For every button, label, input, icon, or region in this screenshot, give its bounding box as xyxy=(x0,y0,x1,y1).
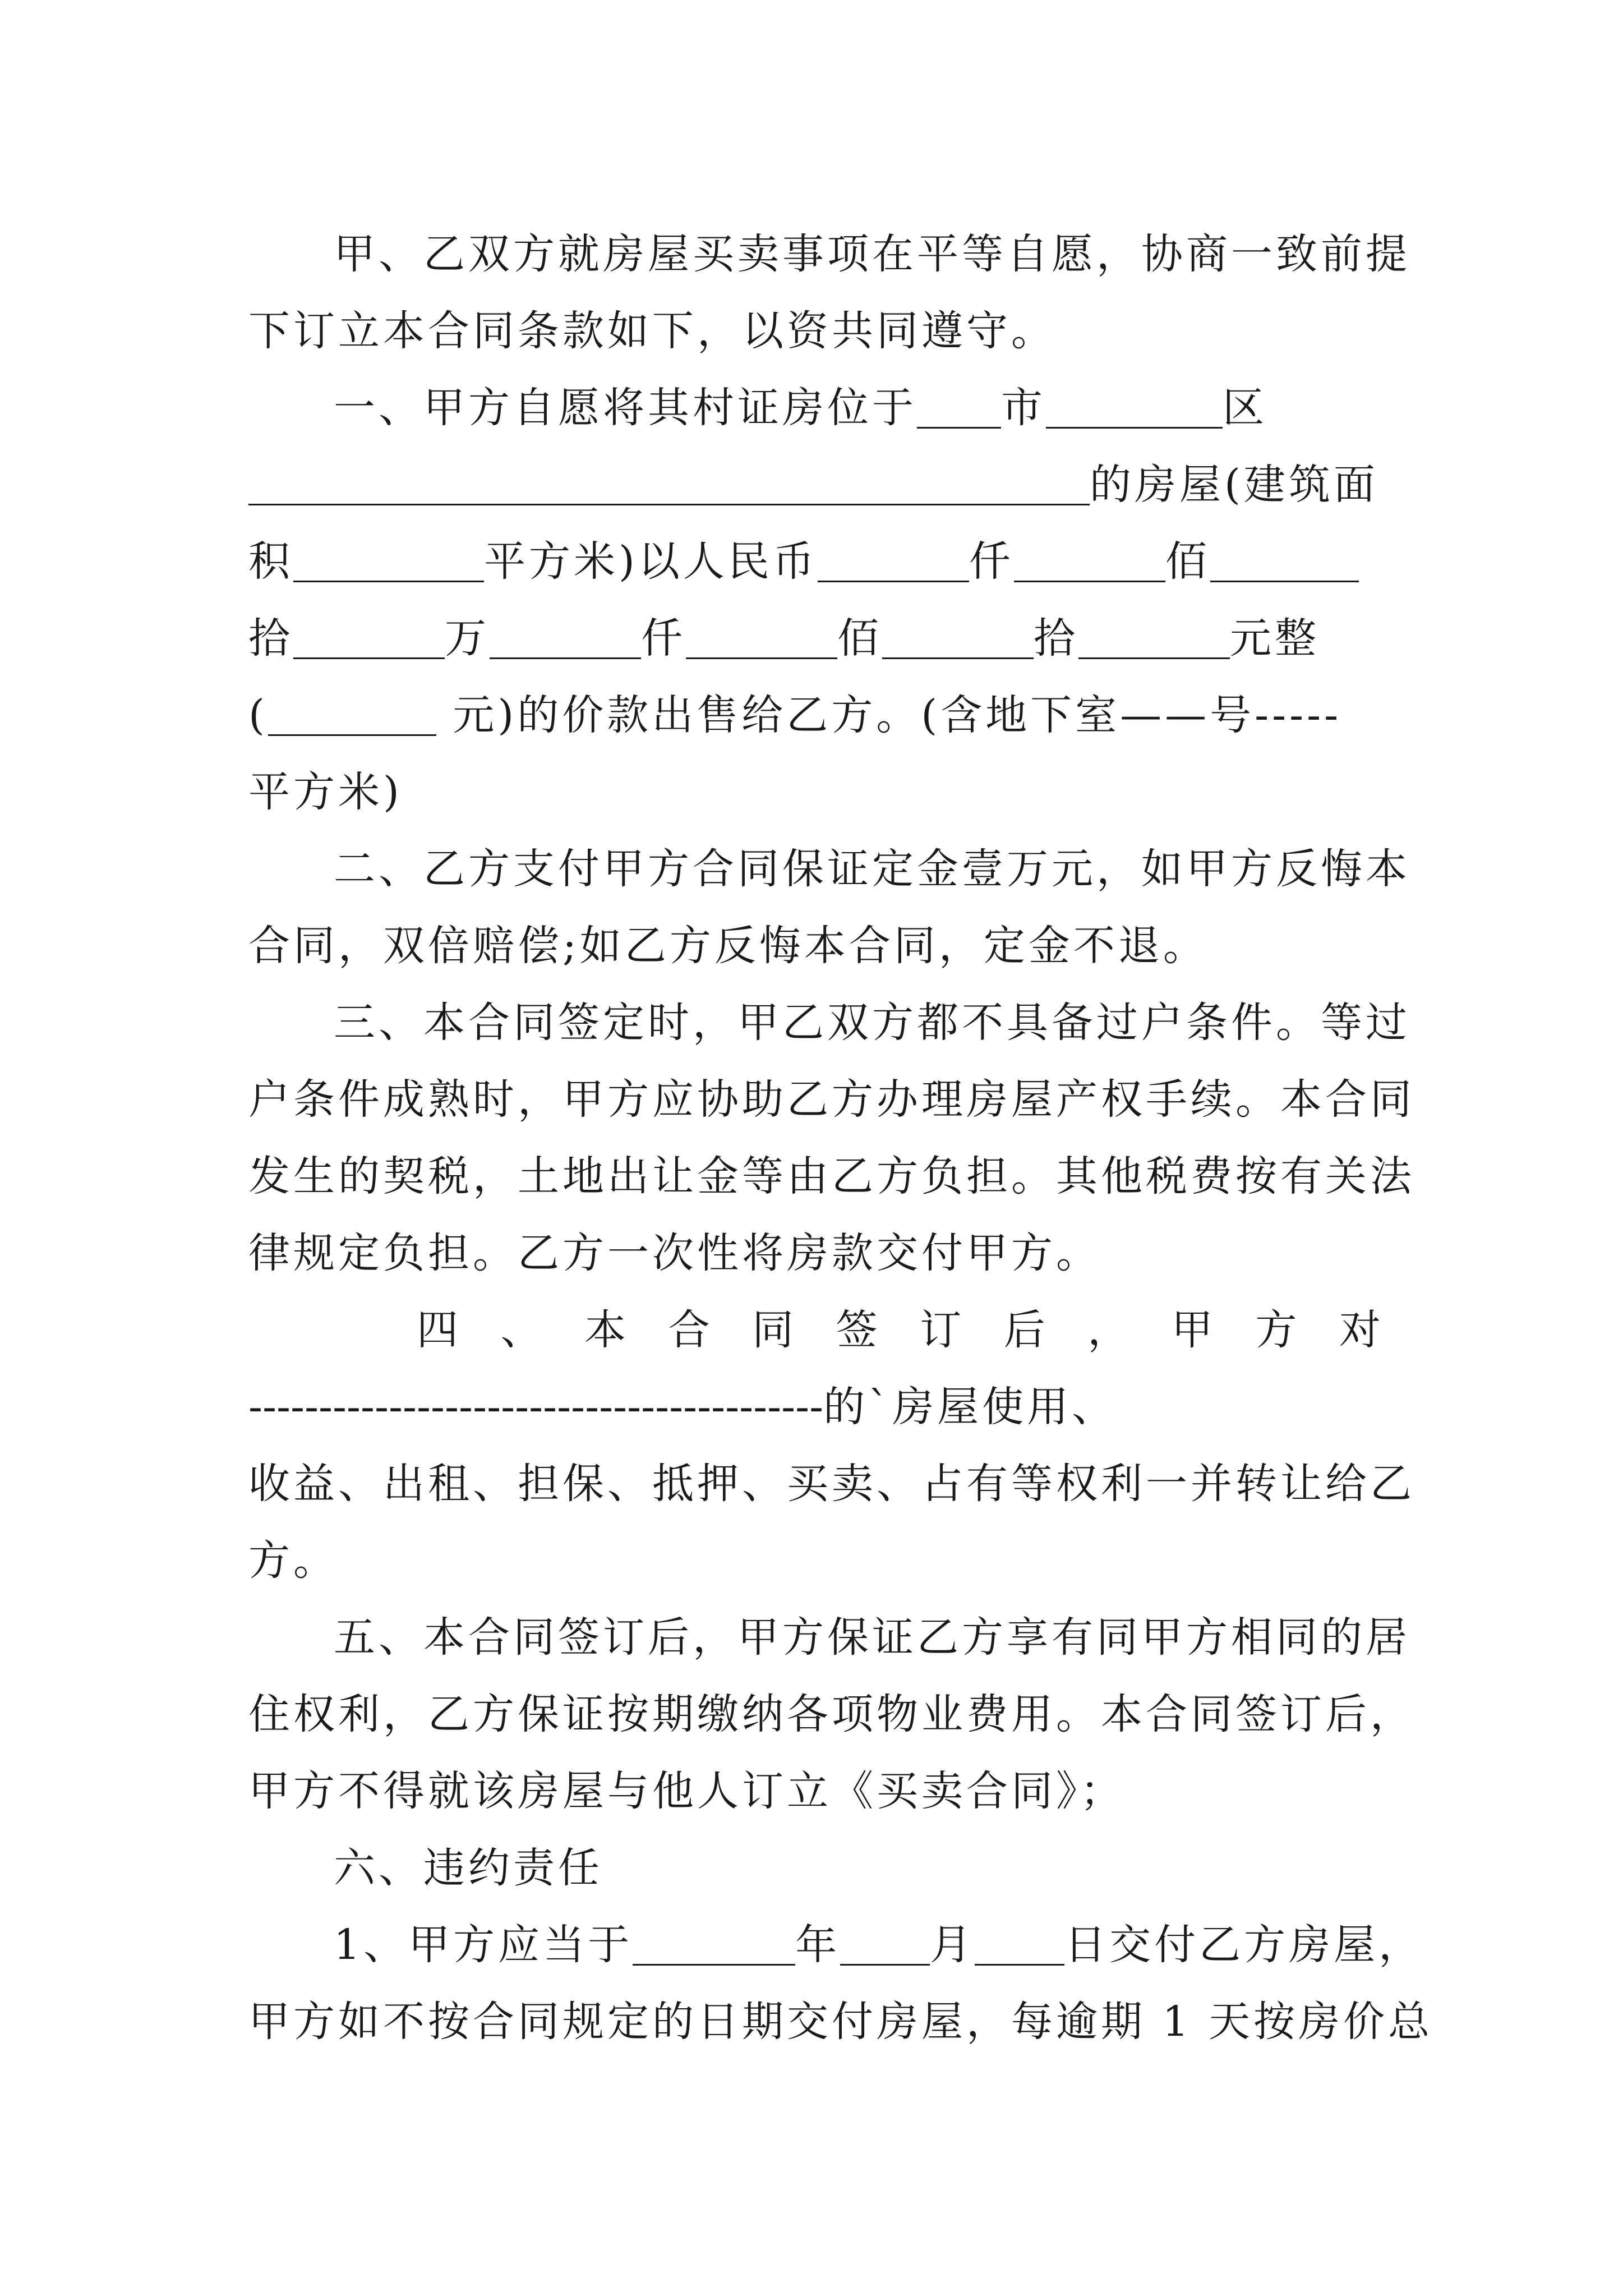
clause-5-line-2: 住权利，乙方保证按期缴纳各项物业费用。本合同签订后， xyxy=(248,1690,1415,1738)
blank-amount-1 xyxy=(818,540,969,582)
clause-3-line-2: 户条件成熟时，甲方应协助乙方办理房屋产权手续。本合同 xyxy=(248,1075,1415,1124)
clause-1-line-3 xyxy=(248,523,1384,600)
clause-5-line-3: 甲方不得就该房屋与他人订立《买卖合同》； xyxy=(248,1767,1125,1815)
clause-2-line-1: 二、乙方支付甲方合同保证定金壹万元，如甲方反悔本 xyxy=(334,845,1410,893)
clause-4-char: 、 xyxy=(500,1306,546,1354)
blank-district xyxy=(1046,386,1223,429)
clause-1-line-5 xyxy=(248,677,1384,754)
clause-4-line-2 xyxy=(248,1369,1384,1446)
intro-line-1: 甲、乙双方就房屋买卖事项在平等自愿，协商一致前提 xyxy=(334,230,1410,278)
clause-4-line-1 xyxy=(248,1292,1384,1369)
blank-amount-8 xyxy=(1078,617,1230,659)
clause-4-char: 订 xyxy=(920,1306,965,1354)
year-label: 年 xyxy=(795,1921,841,1969)
blank-amount-digits xyxy=(268,694,436,736)
clause-1-building-label: 的房屋(建筑面 xyxy=(1090,461,1378,509)
day-label: 日交付乙方房屋， xyxy=(1064,1921,1424,1969)
unit-shi-2: 拾 xyxy=(1034,614,1078,662)
clause-3-line-1: 三、本合同签定时，甲乙双方都不具备过户条件。等过 xyxy=(334,999,1410,1047)
clause-4-char: 合 xyxy=(668,1306,713,1354)
clause-1-line-2 xyxy=(248,447,1384,523)
clause-1-text: 一、甲方自愿将其村证房位于 xyxy=(334,384,917,432)
clause-4-char: 本 xyxy=(584,1306,630,1354)
unit-bai-2: 佰 xyxy=(837,614,882,662)
unit-yuan-zheng: 元整 xyxy=(1230,614,1320,662)
blank-year xyxy=(633,1924,795,1966)
clause-4-dashes: ----------------------------------------- xyxy=(248,1383,824,1431)
blank-city xyxy=(917,386,1001,429)
clause-1-area-suffix: 平方米)以人民币 xyxy=(484,537,818,586)
clause-4-text: 的`房屋使用、 xyxy=(823,1383,1117,1431)
paren-open: ( xyxy=(248,691,268,739)
clause-1-area-prefix: 积 xyxy=(248,537,293,586)
unit-qian-2: 仟 xyxy=(641,614,686,662)
blank-area xyxy=(293,540,484,582)
clause-6-text: 1、甲方应当于 xyxy=(334,1921,633,1969)
blank-amount-7 xyxy=(882,617,1034,659)
month-label: 月 xyxy=(930,1921,975,1969)
blank-amount-2 xyxy=(1014,540,1165,582)
clause-4-char: 后 xyxy=(1003,1306,1049,1354)
clause-4-char: 同 xyxy=(752,1306,797,1354)
clause-6-line-2: 甲方如不按合同规定的日期交付房屋，每逾期 1 天按房价总 xyxy=(248,1998,1433,2046)
clause-4-char: 对 xyxy=(1339,1306,1384,1354)
clause-4-char: 甲 xyxy=(1171,1306,1216,1354)
clause-4-char: 四 xyxy=(417,1306,462,1354)
clause-1-line-1 xyxy=(248,370,1384,447)
clause-1-price-text: 元)的价款出售给乙方。(含地下室——号----- xyxy=(436,691,1342,739)
clause-1-district-label: 区 xyxy=(1223,384,1267,432)
contract-body xyxy=(248,216,1433,2060)
clause-4-line-4: 方。 xyxy=(248,1536,338,1585)
unit-bai: 佰 xyxy=(1165,537,1210,586)
intro-line-2: 下订立本合同条款如下，以资共同遵守。 xyxy=(248,307,1056,355)
blank-day xyxy=(975,1924,1064,1966)
clause-6-title: 六、违约责任 xyxy=(334,1844,603,1892)
clause-2-line-2: 合同，双倍赔偿;如乙方反悔本合同，定金不退。 xyxy=(248,922,1208,970)
clause-6-line-1 xyxy=(248,1907,1424,1984)
clause-1-line-4 xyxy=(248,600,1384,677)
clause-1-city-label: 市 xyxy=(1001,384,1046,432)
clause-3-line-3: 发生的契税，土地出让金等由乙方负担。其他税费按有关法 xyxy=(248,1152,1415,1200)
blank-amount-4 xyxy=(293,617,445,659)
clause-3-line-4: 律规定负担。乙方一次性将房款交付甲方。 xyxy=(248,1229,1101,1277)
clause-5-line-1: 五、本合同签订后，甲方保证乙方享有同甲方相同的居 xyxy=(334,1613,1410,1662)
blank-address xyxy=(248,463,1090,505)
blank-amount-6 xyxy=(686,617,837,659)
unit-shi: 拾 xyxy=(248,614,293,662)
blank-amount-5 xyxy=(490,617,641,659)
blank-amount-3 xyxy=(1210,540,1359,582)
clause-4-char: 签 xyxy=(836,1306,881,1354)
blank-month xyxy=(840,1924,930,1966)
clause-4-line-3: 收益、出租、担保、抵押、买卖、占有等权利一并转让给乙 xyxy=(248,1460,1415,1508)
clause-1-line-6: 平方米) xyxy=(248,768,403,816)
clause-4-char: 方 xyxy=(1255,1306,1301,1354)
unit-wan: 万 xyxy=(445,614,490,662)
clause-4-char: ， xyxy=(1087,1306,1133,1354)
unit-qian: 仟 xyxy=(969,537,1014,586)
